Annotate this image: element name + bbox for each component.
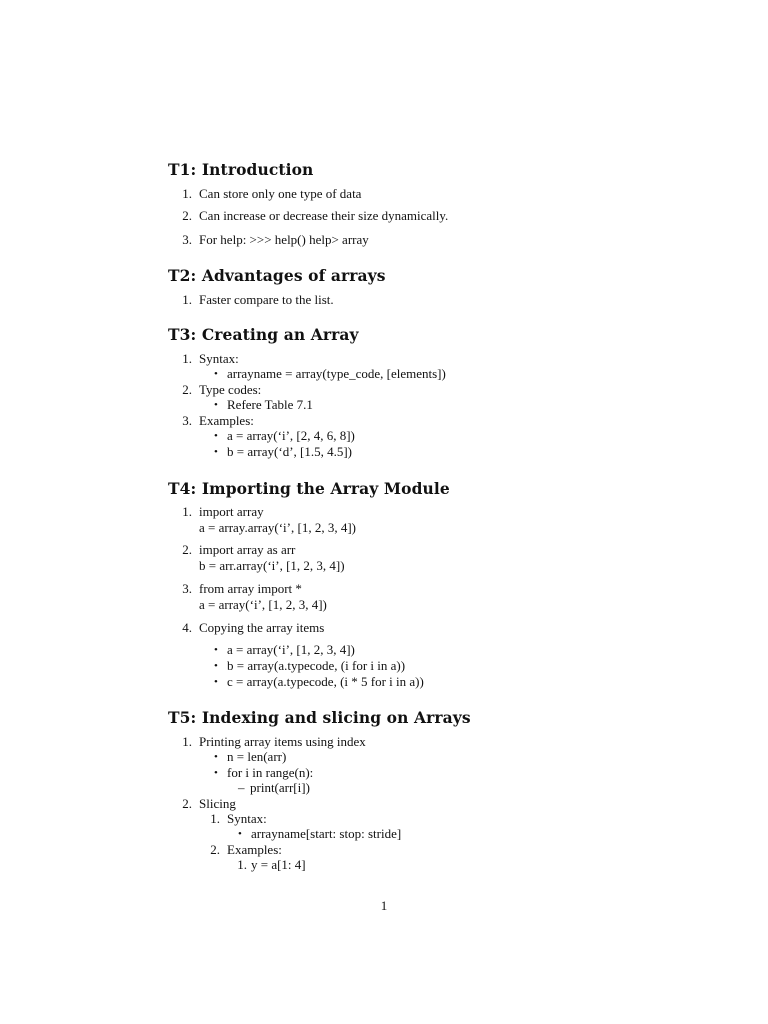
list-item: import array [199,504,264,519]
section-heading-t5: T5: Indexing and slicing on Arrays [168,708,471,727]
section-heading-t4: T4: Importing the Array Module [168,479,450,498]
list-item: Copying the array items [199,620,325,635]
bullet-item: b = array(a.typecode, (i for i in a)) [227,658,406,673]
sub-sub-list-number: 1. [237,857,247,872]
bullet-item: arrayname[start: stop: stride] [251,826,402,841]
list-number: 2. [182,542,192,557]
list-item: Type codes: [199,382,262,397]
sub-list-item: Syntax: [227,811,267,826]
bullet-item: b = array(‘d’, [1.5, 4.5]) [227,444,353,459]
list-item-line: b = arr.array(‘i’, [1, 2, 3, 4]) [199,558,345,573]
bullet-marker: • [214,751,218,763]
list-item: import array as arr [199,542,296,557]
list-number: 4. [182,620,192,635]
list-item: Printing array items using index [199,734,366,749]
list-number: 1. [182,351,192,366]
sub-list-number: 2. [210,842,220,857]
list-item-line: a = array(‘i’, [1, 2, 3, 4]) [199,597,327,612]
bullet-item: Refere Table 7.1 [227,397,313,412]
list-item: Can increase or decrease their size dynamically. [199,208,449,223]
bullet-marker: • [214,767,218,779]
bullet-item: c = array(a.typecode, (i * 5 for i in a)) [227,674,424,689]
dash-marker: – [238,780,245,795]
list-number: 1. [182,734,192,749]
list-number: 1. [182,292,192,307]
list-item: Can store only one type of data [199,186,362,201]
list-number: 1. [182,186,192,201]
list-item: Syntax: [199,351,239,366]
list-number: 3. [182,413,192,428]
bullet-marker: • [214,368,218,380]
bullet-marker: • [214,399,218,411]
bullet-marker: • [214,676,218,688]
section-heading-t2: T2: Advantages of arrays [168,266,386,285]
bullet-item: for i in range(n): [227,765,314,780]
list-number: 3. [182,581,192,596]
list-item: Examples: [199,413,254,428]
list-item-line: a = array.array(‘i’, [1, 2, 3, 4]) [199,520,356,535]
list-number: 2. [182,382,192,397]
sub-sub-list-item: y = a[1: 4] [251,857,306,872]
bullet-marker: • [214,660,218,672]
section-heading-t1: T1: Introduction [168,160,314,179]
bullet-item: n = len(arr) [227,749,287,764]
list-item: Faster compare to the list. [199,292,334,307]
bullet-marker: • [214,446,218,458]
list-number: 1. [182,504,192,519]
list-number: 3. [182,232,192,247]
list-item: For help: >>> help() help> array [199,232,369,247]
bullet-item: a = array(‘i’, [2, 4, 6, 8]) [227,428,355,443]
bullet-item: arrayname = array(type_code, [elements]) [227,366,446,381]
bullet-marker: • [214,644,218,656]
bullet-marker: • [214,430,218,442]
list-number: 2. [182,208,192,223]
bullet-item: a = array(‘i’, [1, 2, 3, 4]) [227,642,355,657]
bullet-marker: • [238,828,242,840]
sub-list-item: Examples: [227,842,282,857]
list-number: 2. [182,796,192,811]
list-item: from array import * [199,581,302,596]
list-item: Slicing [199,796,236,811]
page-number: 1 [380,898,388,913]
section-heading-t3: T3: Creating an Array [168,325,359,344]
sub-item: print(arr[i]) [250,780,310,795]
sub-list-number: 1. [210,811,220,826]
